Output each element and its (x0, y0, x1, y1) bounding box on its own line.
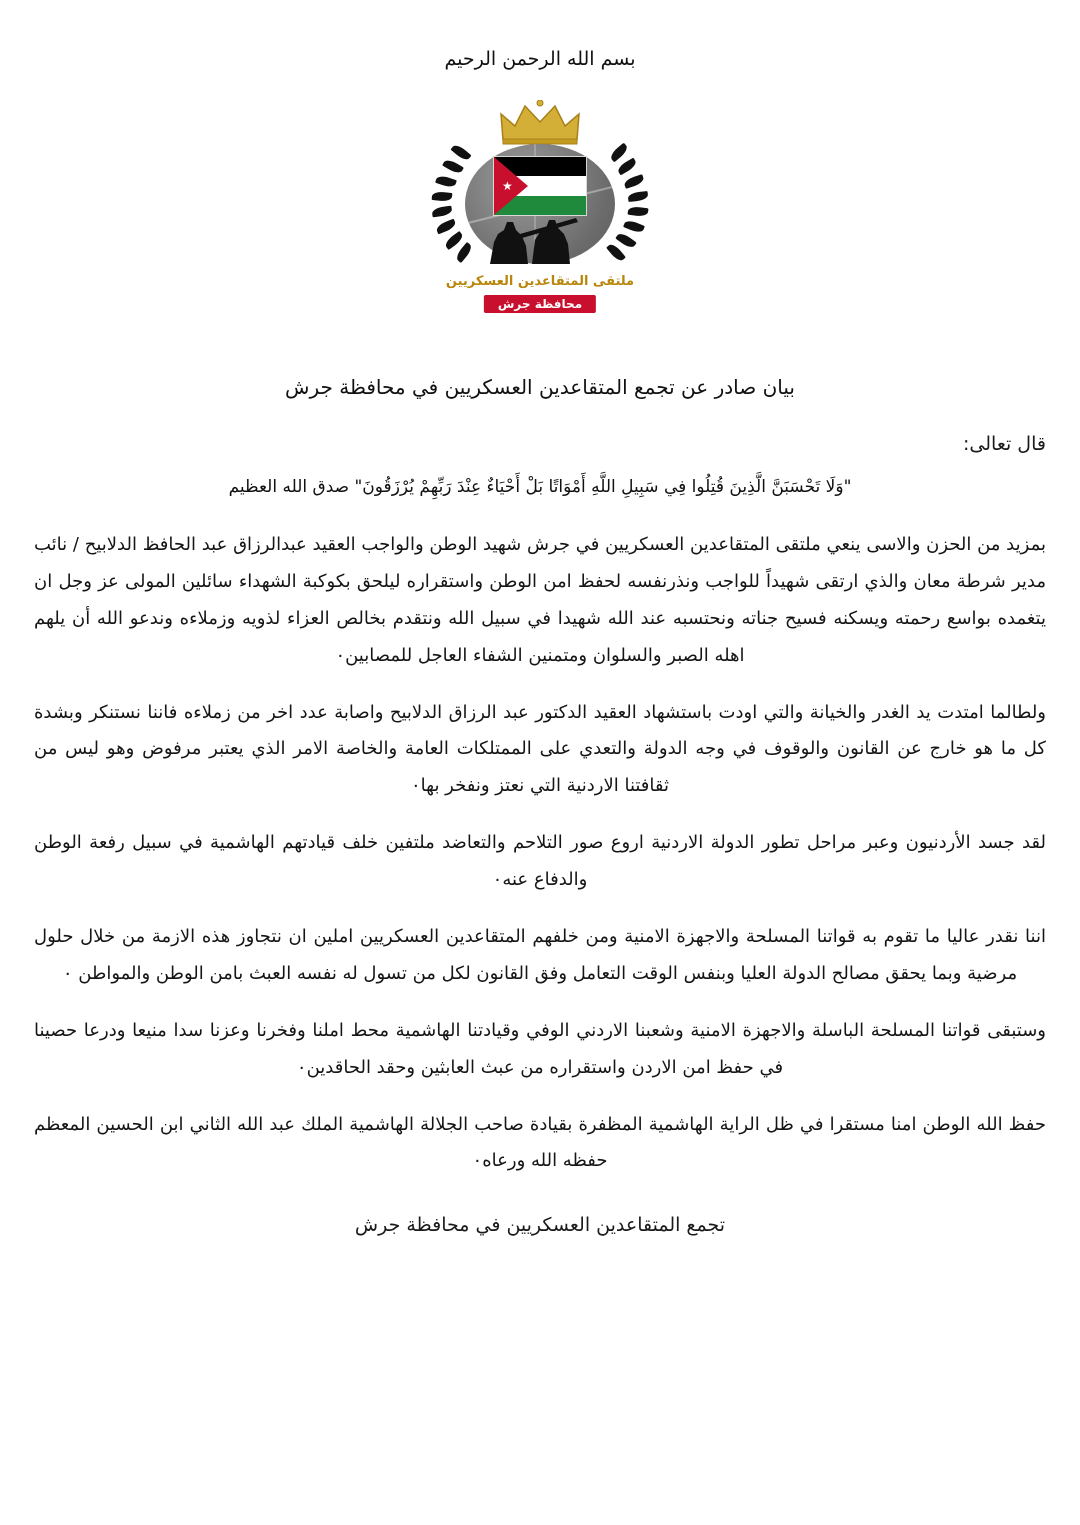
wreath-left-icon (421, 144, 481, 268)
document-signature: تجمع المتقاعدين العسكريين في محافظة جرش (354, 1214, 726, 1237)
paragraph-4: اننا نقدر عاليا ما تقوم به قواتنا المسلحة والاجهزة الامنية ومن خلفهم المتقاعدين العسكريين املين ان نتجاوز هذه الازمة من خلال حلول مرضية وبما يحقق مصالح الدولة العليا وبنفس الوقت التعامل وفق القانون لكل من تسول له نفسه العبث بامن الوطن والمواطن ٠ (34, 926, 1046, 984)
document-title: بيان صادر عن تجمع المتقاعدين العسكريين في محافظة جرش (285, 375, 795, 399)
military-retirees-emblem (415, 100, 665, 315)
paragraph-1: بمزيد من الحزن والاسى ينعي ملتقى المتقاعدين العسكريين في جرش شهيد الوطن والواجب العقيد عبدالرزاق عبد الحافظ الدلابيح / نائب مدير شرطة معان والذي ارتقى شهيداً للواجب ونذرنفسه لحفظ امن الوطن واستقراره ليلحق بكوكبة الشهداء سائلين المولى عز وجل ان يتغمده بواسع رحمته ويسكنه فسيح جناته ونحتسبه عند الله شهيدا في سبيل الله ونتقدم بخالص العزاء لذويه وزملاءه وندعو الله أن يلهم اهله الصبر والسلوان ومتمنين الشفاء العاجل للمصابين٠ (34, 534, 1046, 666)
jordan-flag-icon: ★ (493, 156, 587, 216)
wreath-right-icon (599, 144, 659, 268)
paragraph-2: ولطالما امتدت يد الغدر والخيانة والتي اودت باستشهاد العقيد الدكتور عبد الرزاق الدلابيح واصابة عدد اخر من زملاءه فاننا نستنكر وبشدة كل ما هو خارج عن القانون والوقوف في وجه الدولة والتعدي على الممتلكات العامة والخاصة الامر الذي يعتبر مرفوض وهو ليس من ثقافتنا الاردنية التي نعتز ونفخر بها٠ (34, 701, 1046, 797)
emblem-banner-bottom: محافظة جرش (484, 295, 596, 313)
quran-verse: "وَلَا تَحْسَبَنَّ الَّذِينَ قُتِلُوا فِي سَبِيلِ اللَّهِ أَمْوَاتًا بَلْ أَحْيَاءٌ عِنْدَ رَبِّهِمْ يُرْزَقُونَ" صدق الله العظيم (228, 477, 852, 497)
paragraph-5: وستبقى قواتنا المسلحة الباسلة والاجهزة الامنية وشعبنا الاردني الوفي وقيادتنا الهاشمية محط املنا وفخرنا وعزنا سدا منيعا ودرعا حصينا في حفظ امن الاردن واستقراره من عبث العابثين وحقد الحاقدين٠ (34, 1019, 1046, 1078)
quran-intro-label: قال تعالى: (963, 433, 1046, 455)
crown-icon (497, 100, 583, 146)
emblem-banner-top: ملتقى المتقاعدين العسكريين (445, 274, 635, 289)
basmala-text: بسم الله الرحمن الرحيم (444, 48, 636, 70)
paragraph-3: لقد جسد الأردنيون وعبر مراحل تطور الدولة الاردنية اروع صور التلاحم والتعاضد ملتفين خلف قيادتهم الهاشمية في سبيل رفعة الوطن والدفاع عنه٠ (34, 832, 1046, 891)
paragraph-6: حفظ الله الوطن امنا مستقرا في ظل الراية الهاشمية المظفرة بقيادة صاحب الجلالة الهاشمية الملك عبد الله الثاني ابن الحسين المعظم حفظه الله ورعاه٠ (34, 1113, 1046, 1172)
soldiers-silhouette-icon (480, 212, 600, 264)
emblem-container (34, 100, 1046, 315)
